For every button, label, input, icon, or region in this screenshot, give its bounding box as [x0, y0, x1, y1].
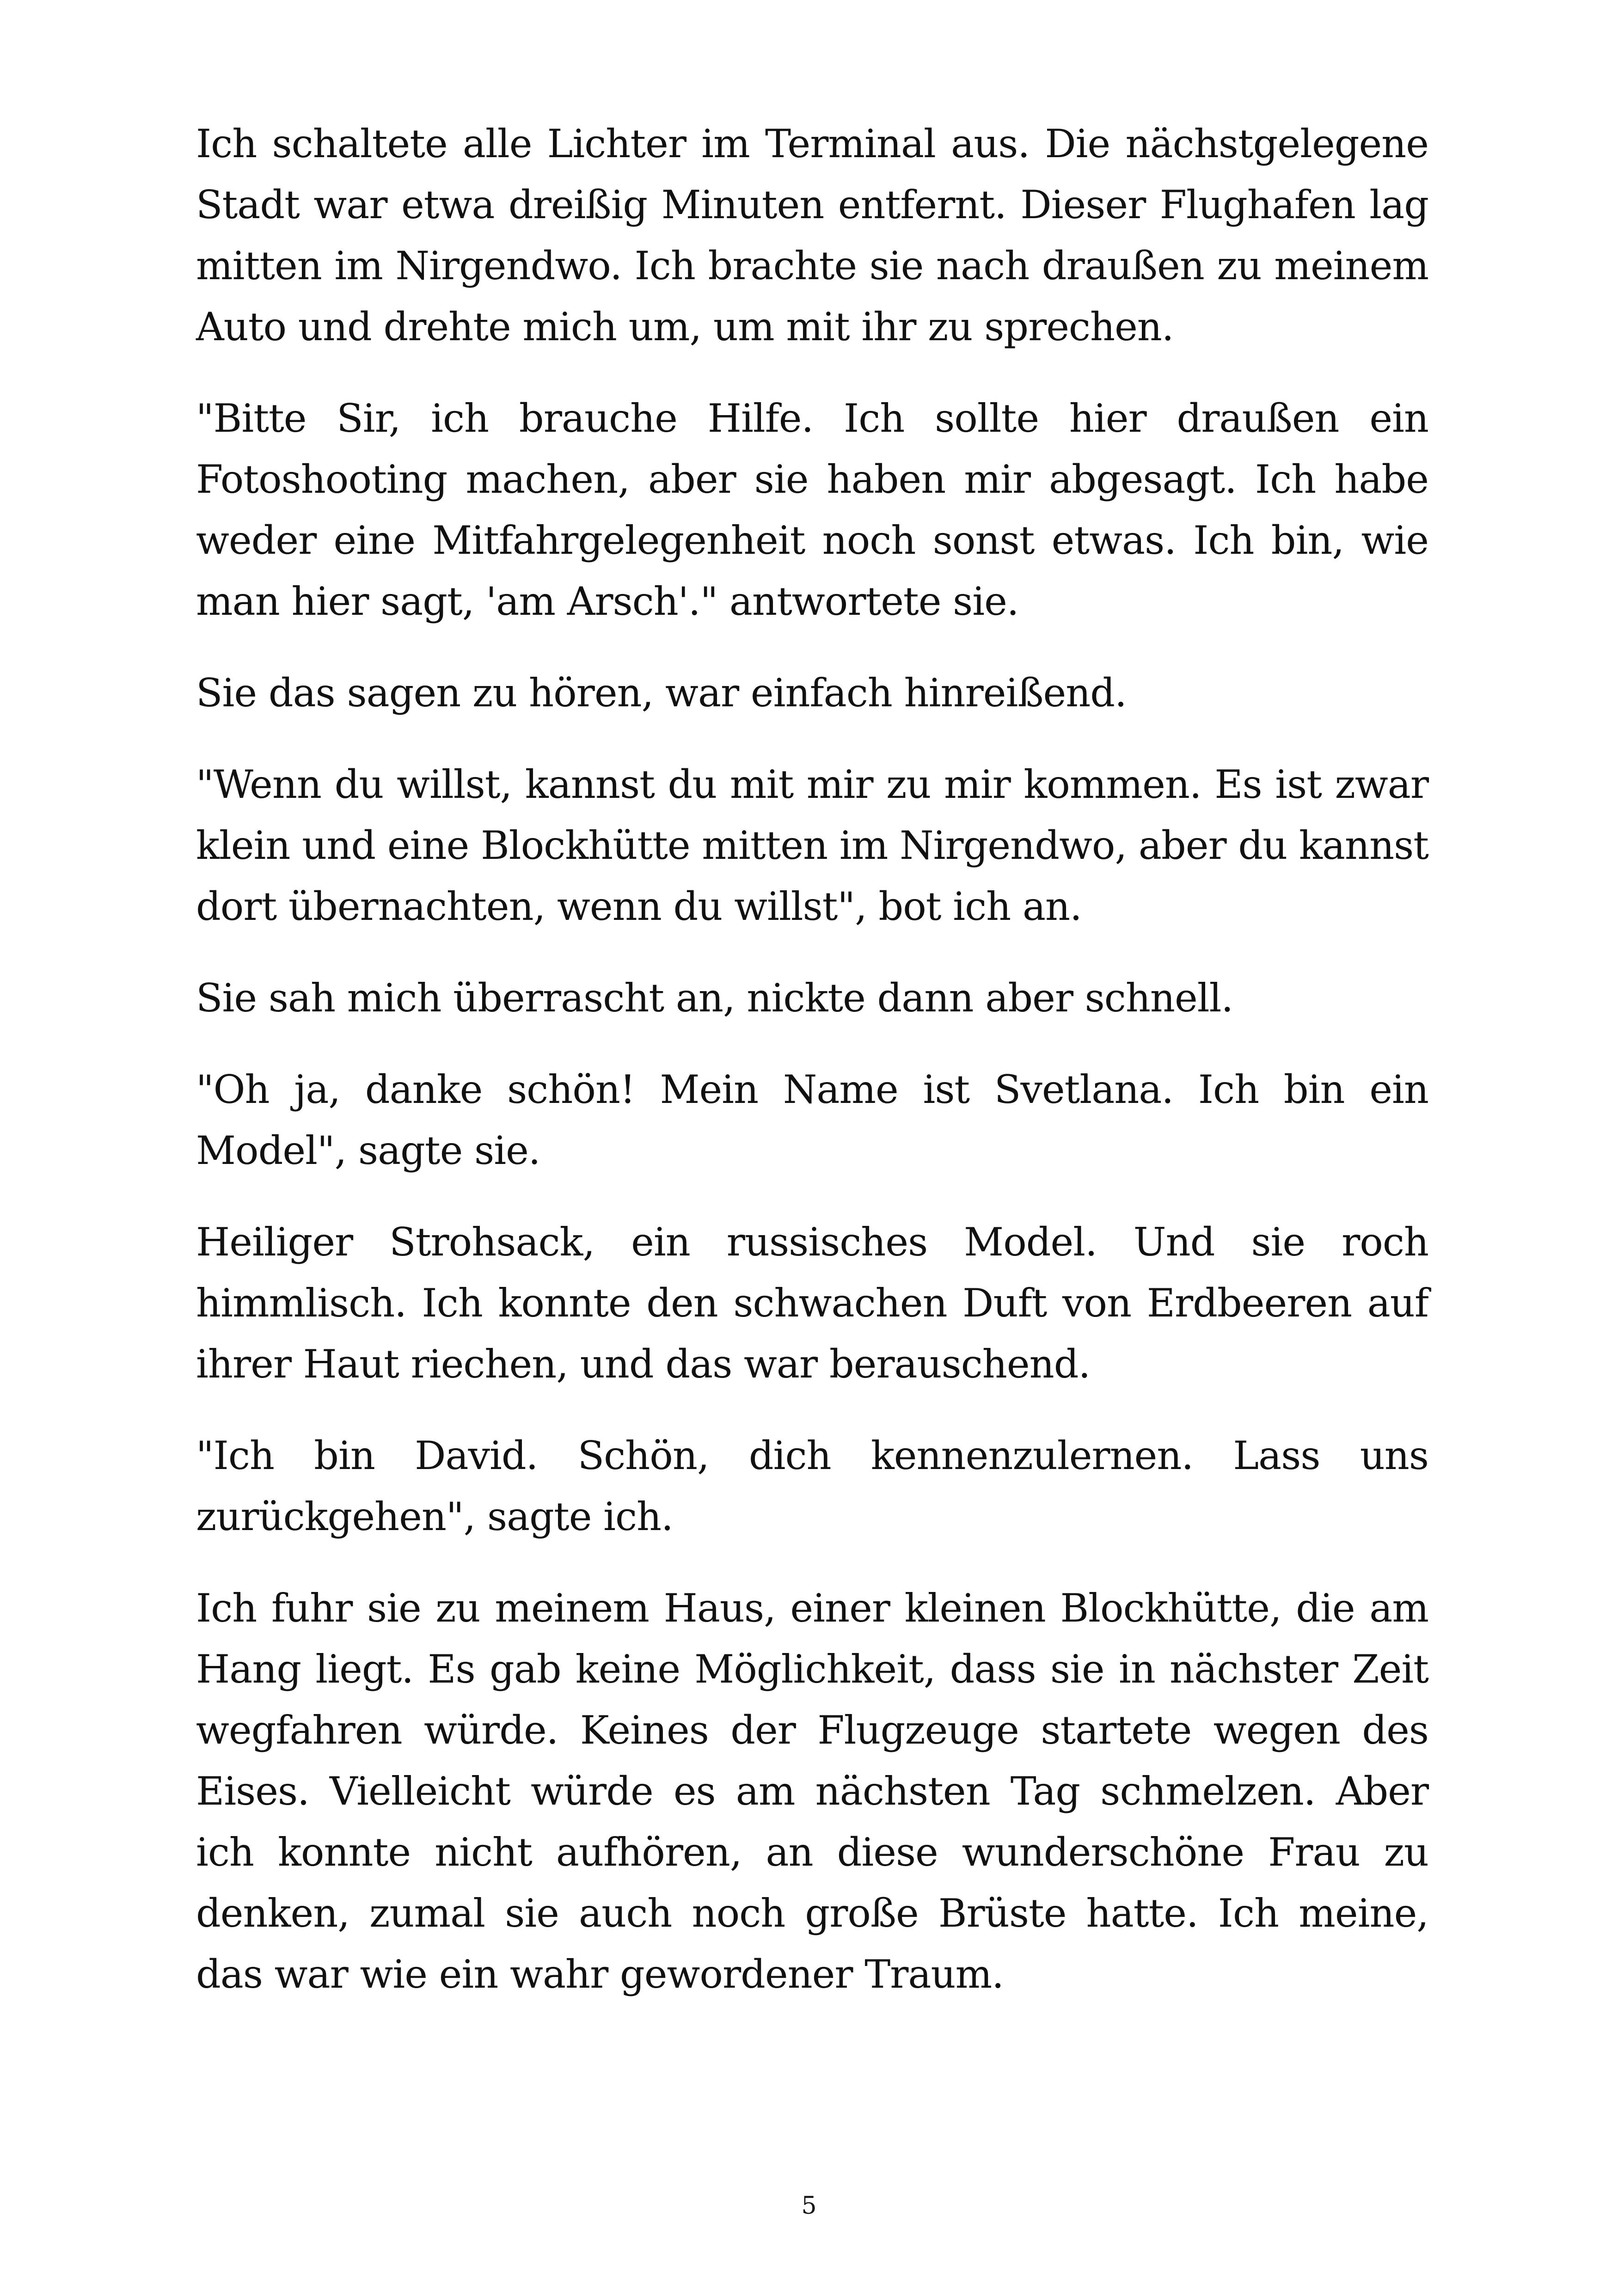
paragraph: "Bitte Sir, ich brauche Hilfe. Ich sollte hier draußen ein Fotoshooting machen, aber sie haben mir abgesagt. Ich habe weder eine Mitfahrgelegenheit noch sonst etwas. Ich bin, wie man hier sagt, 'am Arsch'." antwortete sie. [196, 396, 1428, 624]
paragraph: Ich fuhr sie zu meinem Haus, einer kleinen Blockhütte, die am Hang liegt. Es gab keine Möglichkeit, dass sie in nächster Zeit wegfahren würde. Keines der Flugzeuge startete wegen des Eises. Vielleicht würde es am nächsten Tag schmelzen. Aber ich konnte nicht aufhören, an diese wunderschöne Frau zu denken, zumal sie auch noch große Brüste hatte. Ich meine, das war wie ein wahr gewordener Traum. [196, 1586, 1428, 1997]
paragraph: "Oh ja, danke schön! Mein Name ist Svetlana. Ich bin ein Model", sagte sie. [196, 1067, 1428, 1173]
paragraph: "Wenn du willst, kannst du mit mir zu mir kommen. Es ist zwar klein und eine Blockhütte mitten im Nirgendwo, aber du kannst dort übernachten, wenn du willst", bot ich an. [196, 762, 1428, 929]
page-number: 5 [801, 2192, 817, 2220]
paragraph: Ich schaltete alle Lichter im Terminal aus. Die nächstgelegene Stadt war etwa dreißig Minuten entfernt. Dieser Flughafen lag mitten im Nirgendwo. Ich brachte sie nach draußen zu meinem Auto und drehte mich um, um mit ihr zu sprechen. [196, 121, 1428, 349]
paragraph: Sie das sagen zu hören, war einfach hinreißend. [196, 670, 1127, 716]
paragraph: Heiliger Strohsack, ein russisches Model. Und sie roch himmlisch. Ich konnte den schwachen Duft von Erdbeeren auf ihrer Haut riechen, und das war berauschend. [196, 1219, 1428, 1387]
paragraph: Sie sah mich überrascht an, nickte dann aber schnell. [196, 975, 1233, 1021]
paragraph: "Ich bin David. Schön, dich kennenzulernen. Lass uns zurückgehen", sagte ich. [196, 1433, 1428, 1539]
text-body [196, 113, 1428, 2035]
